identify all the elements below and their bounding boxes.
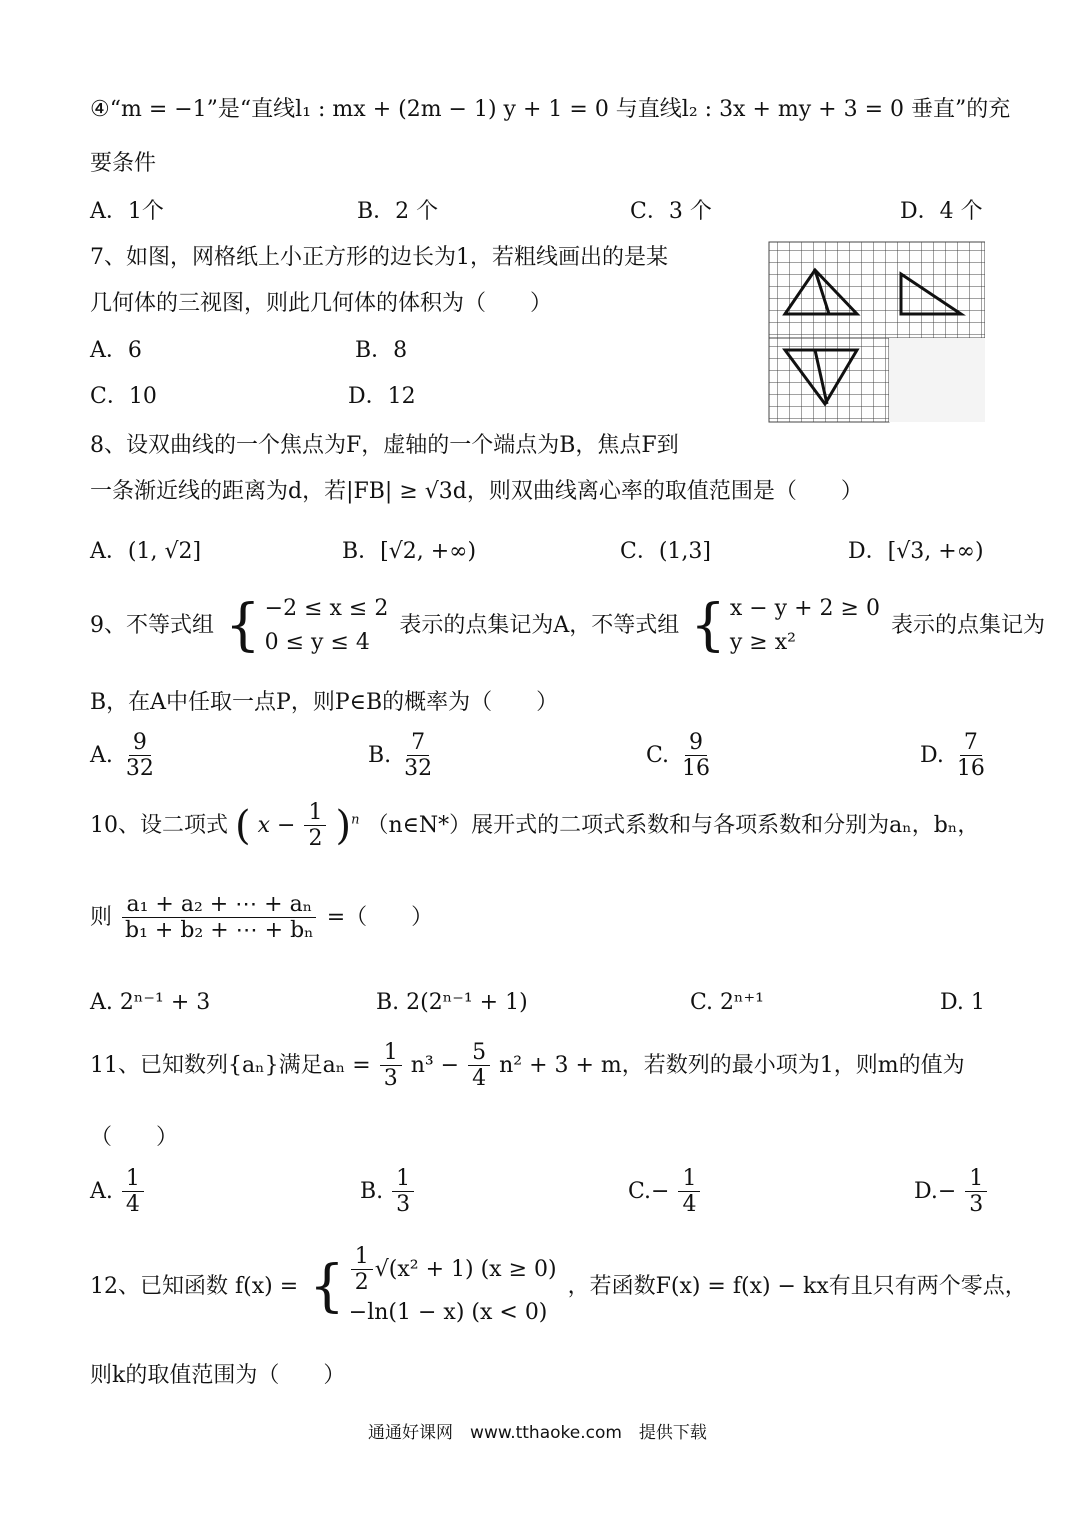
three-view-figure [765,238,985,428]
q7-option-b: B．8 [355,338,408,363]
q11-line2: （ ） [90,1125,179,1150]
q11-option-c: C.− $\frac{1}{4}$ [628,1166,702,1218]
q8-option-a: A．(1, √2] [90,539,202,564]
q11-option-a: A. $\frac{1}{4}$ [90,1166,146,1218]
q7-option-d: D．12 [348,384,416,409]
q6-option-c: C．3 个 [630,199,712,224]
q9-system-b [690,592,880,660]
brace-icon: { [309,1253,345,1319]
q8-option-d: D．[√3, +∞) [848,539,984,564]
q8-option-b: B．[√2, +∞) [342,539,477,564]
q8-line1: 8、设双曲线的一个焦点为F，虚轴的一个端点为B，焦点F到 [90,433,679,458]
q7-line1: 7、如图，网格纸上小正方形的边长为1，若粗线画出的是某 [90,245,668,270]
q9-middle: 表示的点集记为A，不等式组 [399,613,680,639]
q6-item4-line2: 要条件 [90,151,157,176]
q10-option-b: B. 2(2ⁿ⁻¹ + 1) [376,990,528,1015]
q12-line1: 12、已知函数 f(x) = { $\frac{1}{2}$ √(x² + 1) (x ≥ 0) −ln(1 − x) (x < 0) ，若函数F(x) = f(x) − kx有且只有两个零点， [90,1244,1027,1330]
q6-option-d: D．4 个 [900,199,983,224]
q9-sys-a-row2: 0 ≤ y ≤ 4 [264,630,370,656]
q9-system-a [225,592,388,660]
page-footer: 通通好课网 www.tthaoke.com 提供下载 [368,1423,707,1443]
q12-line2: 则k的取值范围为（ ） [90,1363,346,1388]
q10-line2: 则 $\frac{\text{a₁ + a₂ + ⋯ + aₙ}}{\text{b₁ + b₂ + ⋯ + bₙ}}$ =（ ） [90,892,434,944]
q9-option-c: C. $\frac{9}{16}$ [646,730,711,782]
q10-option-c: C. 2ⁿ⁺¹ [690,990,764,1015]
q6-option-a: A．1个 [90,199,164,224]
q10-option-a: A. 2ⁿ⁻¹ + 3 [90,990,211,1015]
q9-option-b: B. $\frac{7}{32}$ [368,730,433,782]
q9-option-a: A. $\frac{9}{32}$ [90,730,154,782]
q11-option-b: B. $\frac{1}{3}$ [360,1166,416,1218]
q11-line1: 11、已知数列{aₙ}满足aₙ = $\frac{1}{3}$ n³ − $\frac{5}{4}$ n² + 3 + m，若数列的最小项为1，则m的值为 [90,1040,965,1092]
q9-sys-b-row2: y ≥ x² [729,630,796,656]
q7-line2: 几何体的三视图，则此几何体的体积为（ ） [90,291,553,316]
q12-piecewise: { $\frac{1}{2}$ √(x² + 1) (x ≥ 0) −ln(1 − x) (x < 0) [309,1244,557,1325]
q10-option-d: D. 1 [940,990,985,1015]
q10-line1: 10、设二项式 ( x − $\frac{1}{2}$ )$^n$ （n∈N*）展开式的二项式系数和与各项系数和分别为aₙ，bₙ， [90,800,980,852]
q7-option-c: C．10 [90,384,157,409]
q9-suffix: 表示的点集记为 [890,613,1045,639]
q9-line1 [90,592,1045,660]
q8-option-c: C．(1,3] [620,539,711,564]
q8-line2: 一条渐近线的距离为d，若|FB| ≥ √3d，则双曲线离心率的取值范围是（ ） [90,479,863,504]
q9-prefix: 9、不等式组 [90,613,214,639]
q7-option-a: A．6 [90,338,142,363]
q9-line2: B，在A中任取一点P，则P∈B的概率为（ ） [90,690,559,715]
q9-sys-b-row1: x − y + 2 ≥ 0 [729,596,880,621]
brace-icon: { [225,593,261,659]
brace-icon: { [690,593,726,659]
q11-option-d: D.− $\frac{1}{3}$ [914,1166,989,1218]
q6-option-b: B．2 个 [357,199,439,224]
q9-option-d: D. $\frac{7}{16}$ [920,730,985,782]
q6-item4-line1: ④“m = −1”是“直线l₁ : mx + (2m − 1) y + 1 = 0 与直线l₂ : 3x + my + 3 = 0 垂直”的充 [90,97,1011,122]
q9-sys-a-row1: −2 ≤ x ≤ 2 [264,596,389,621]
